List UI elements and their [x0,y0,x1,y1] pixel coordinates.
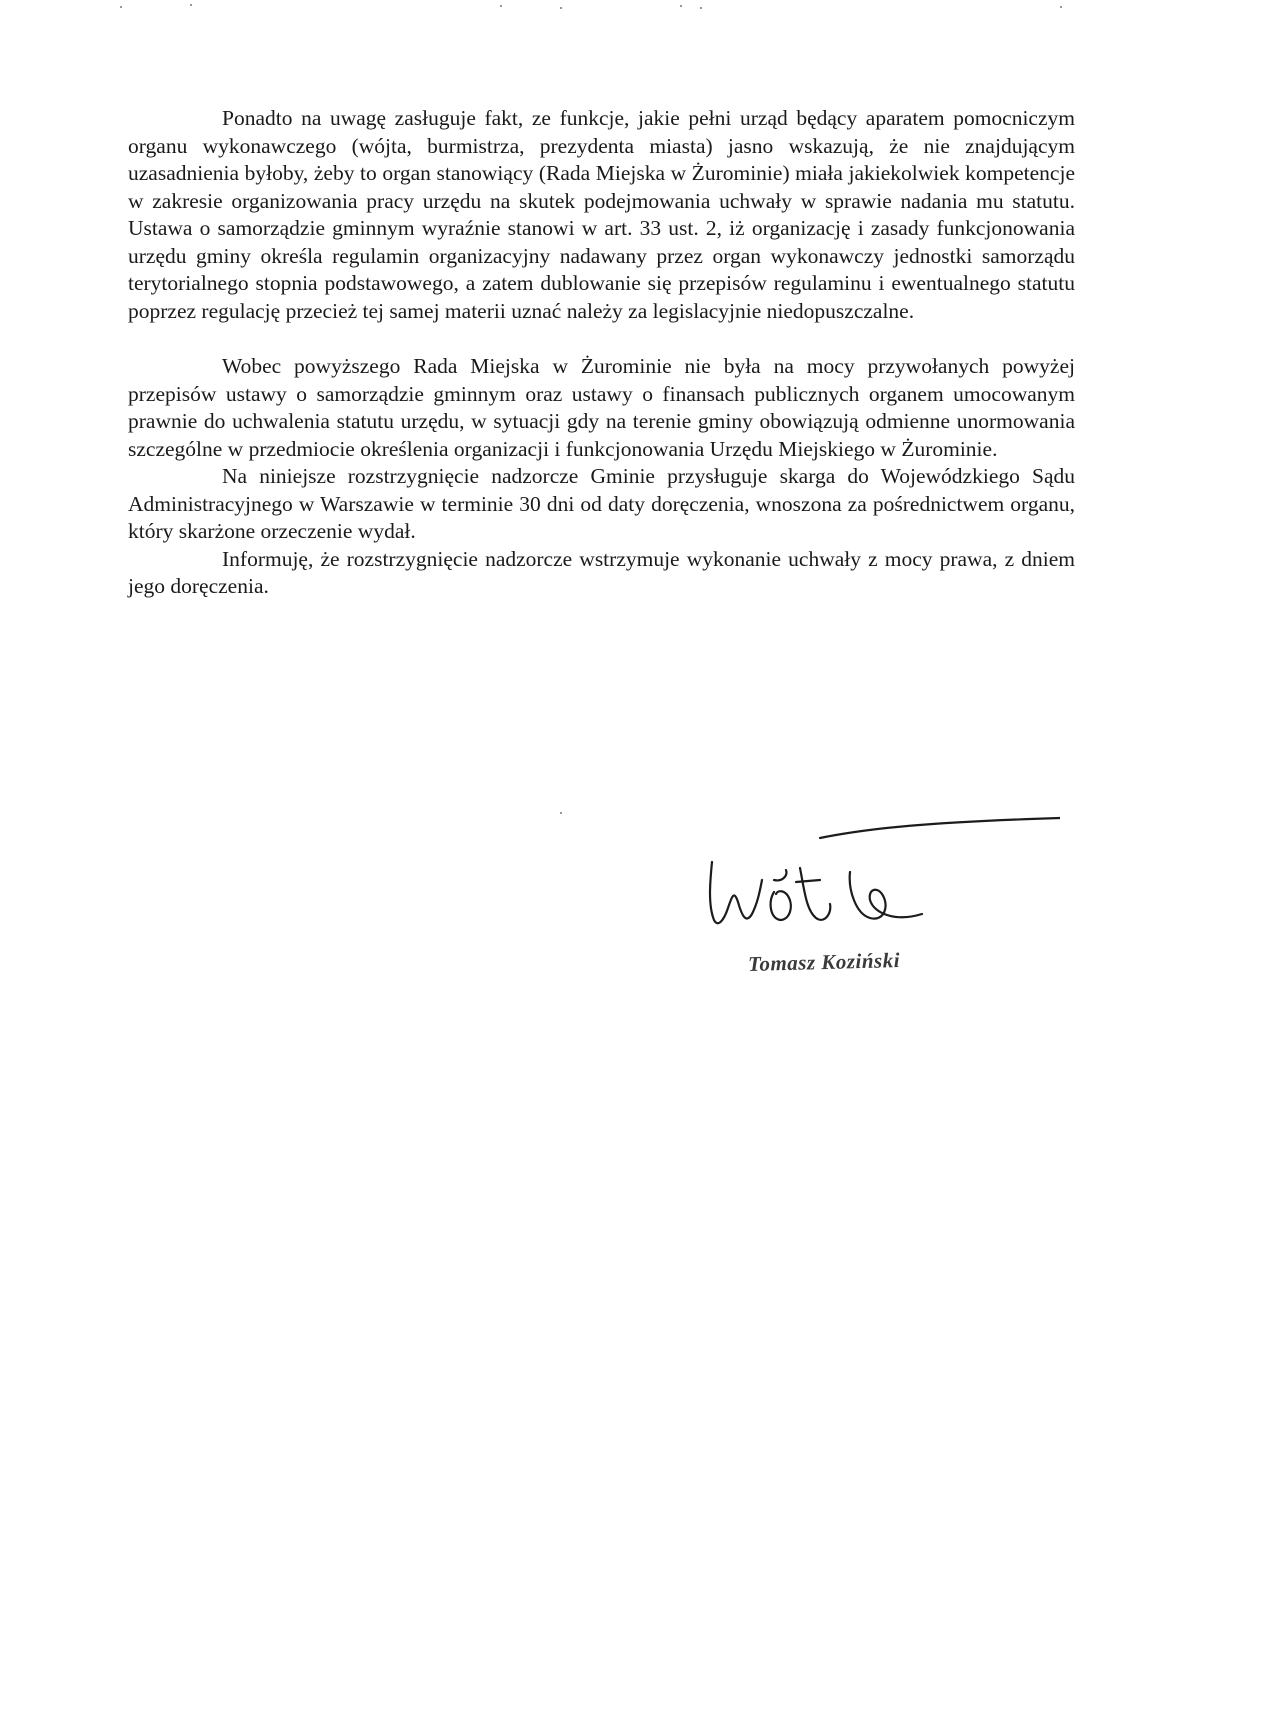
scan-speck [500,5,502,7]
scan-speck [560,7,562,9]
scan-speck [560,812,562,814]
scan-speck [190,4,192,6]
scan-speck [680,5,682,7]
paragraph-2: Wobec powyższego Rada Miejska w Żurominie nie była na mocy przywołanych powyżej przepisów ustawy o samorządzie gminnym oraz ustawy o finansach publicznych organem umocowanym prawnie do uchwalenia statutu urzędu, w sytuacji gdy na terenie gminy obowiązują odmienne unormowania szczególne w przedmiocie określenia organizacji i funkcjonowania Urzędu Miejskiego w Żurominie. [128,354,1075,461]
signer-name-stamp: Tomasz Koziński [747,948,901,976]
scan-speck [700,7,702,9]
signature-block [700,810,1060,990]
paragraph-1: Ponadto na uwagę zasługuje fakt, ze funkcje, jakie pełni urząd będący aparatem pomocniczym organu wykonawczego (wójta, burmistrza, prezydenta miasta) jasno wskazują, że nie znajdującym uzasadnienia byłoby, żeby to organ stanowiący (Rada Miejska w Żurominie) miała jakiekolwiek kompetencje w zakresie organizowania pracy urzędu na skutek podejmowania uchwały w sprawie nadania mu statutu. Ustawa o samorządzie gminnym wyraźnie stanowi w art. 33 ust. 2, iż organizację i zasady funkcjonowania urzędu gminy określa regulamin organizacyjny nadawany przez organ wykonawczy jednostki samorządu terytorialnego stopnia podstawowego, a zatem dublowanie się przepisów regulaminu i ewentualnego statutu poprzez regulację przecież tej samej materii uznać należy za legislacyjnie niedopuszczalne. [128,106,1075,323]
scan-speck [120,6,122,8]
paragraph-3: Na niniejsze rozstrzygnięcie nadzorcze Gminie przysługuje skarga do Wojewódzkiego Sądu Administracyjnego w Warszawie w terminie 30 dni od daty doręczenia, wnoszona za pośrednictwem organu, który skarżone orzeczenie wydał. [128,464,1075,543]
scan-speck [1060,6,1062,8]
handwritten-signature [700,810,1060,960]
letter-body [128,105,1075,601]
signature-ink [710,818,1060,923]
paragraph-4: Informuję, że rozstrzygnięcie nadzorcze wstrzymuje wykonanie uchwały z mocy prawa, z dniem jego doręczenia. [128,546,1075,598]
